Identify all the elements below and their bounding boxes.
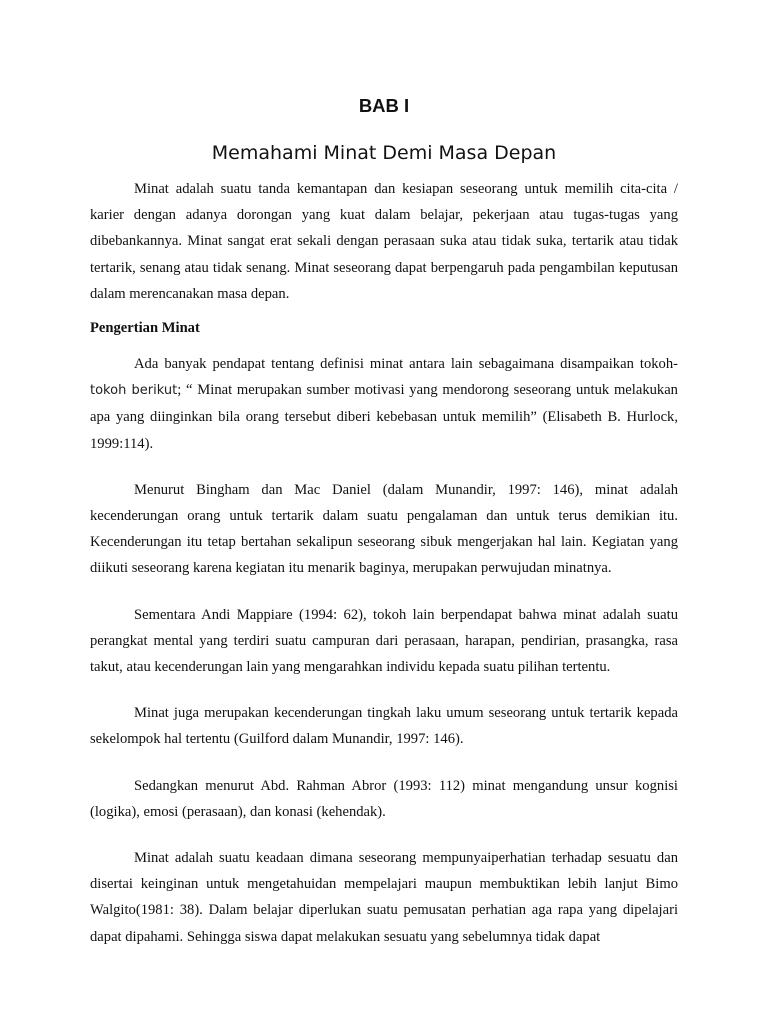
- handwritten-insert: tokoh berikut: [90, 383, 178, 399]
- paragraph-bingham: Menurut Bingham dan Mac Daniel (dalam Munandir, 1997: 146), minat adalah kecenderungan orang untuk tertarik dalam suatu pengalaman dan untuk terus demikian itu. Kecenderungan itu tetap bertahan sekalipun seseorang sibuk mengerjakan hal lain. Kegiatan yang diikuti seseorang karena kegiatan itu menarik baginya, merupakan perwujudan minatnya.: [90, 481, 678, 577]
- chapter-label: BAB I: [358, 95, 410, 116]
- paragraph-abror: Sedangkan menurut Abd. Rahman Abror (1993: 112) minat mengandung unsur kognisi (logika), emosi (perasaan), dan konasi (kehendak).: [90, 777, 678, 820]
- section-heading: Pengertian Minat: [90, 320, 200, 337]
- paragraph-definition-after: ; “ Minat merupakan sumber motivasi yang mendorong seseorang untuk melakukan apa yang diinginkan bila orang tersebut diberi kebebasan untuk memilih” (Elisabeth B. Hurlock, 1999:114).: [90, 382, 678, 452]
- paragraph-mappiare: Sementara Andi Mappiare (1994: 62), tokoh lain berpendapat bahwa minat adalah suatu perangkat mental yang terdiri suatu campuran dari perasaan, harapan, pendirian, prasangka, rasa takut, atau kecenderungan lain yang mengarahkan individu kepada suatu pilihan tertentu.: [90, 606, 678, 676]
- paragraph-walgito: Minat adalah suatu keadaan dimana seseorang mempunyaiperhatian terhadap sesuatu dan disertai keinginan untuk mengetahuidan mempelajari maupun membuktikan lebih lanjut Bimo Walgito(1981: 38). Dalam belajar diperlukan suatu pemusatan perhatian aga rapa yang dipelajari dapat dipahami. Sehingga siswa dapat melakukan sesuatu yang sebelumnya tidak dapat: [90, 850, 678, 945]
- intro-paragraph: Minat adalah suatu tanda kemantapan dan kesiapan seseorang untuk memilih cita-cita / karier dengan adanya dorongan yang kuat dalam belajar, pekerjaan atau tugas-tugas yang dibebankannya. Minat sangat erat sekali dengan perasaan suka atau tidak suka, tertarik atau tidak tertarik, senang atau tidak senang. Minat seseorang dapat berpengaruh pada pengambilan keputusan dalam merencanakan masa depan.: [90, 181, 678, 302]
- paragraph-definition: [90, 351, 678, 457]
- paragraph-guilford: Minat juga merupakan kecenderungan tingkah laku umum seseorang untuk tertarik kepada sekelompok hal tertentu (Guilford dalam Munandir, 1997: 146).: [90, 705, 678, 748]
- document-body: [90, 176, 678, 970]
- page-title: Memahami Minat Demi Masa Depan: [211, 142, 557, 164]
- paragraph-definition-before: Ada banyak pendapat tentang definisi minat antara lain sebagaimana disampaikan tokoh-: [134, 356, 678, 373]
